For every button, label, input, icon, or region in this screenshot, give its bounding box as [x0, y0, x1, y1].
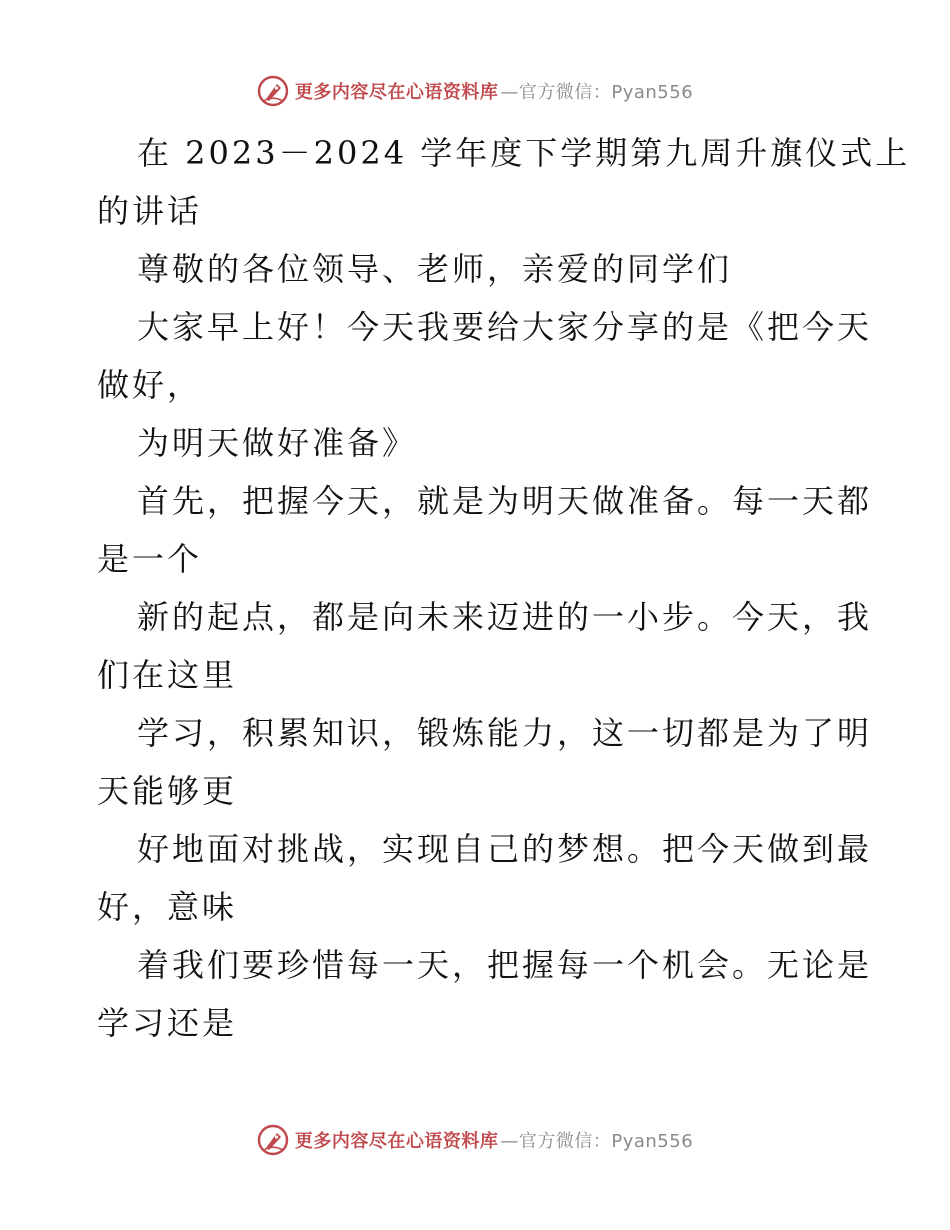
banner-main-text: 更多内容尽在心语资料库: [294, 1131, 499, 1152]
pen-nib-icon: [257, 1124, 289, 1156]
paragraph-line: 是一个: [97, 540, 203, 578]
paragraph-line: 学习还是: [97, 1004, 238, 1042]
paragraph-line: 天能够更: [97, 772, 238, 810]
paragraph-line: 大家早上好！今天我要给大家分享的是《把今天: [137, 308, 873, 346]
paragraph-line: 新的起点，都是向未来迈进的一小步。今天，我: [137, 598, 873, 636]
paragraph-line: 好，意味: [97, 888, 238, 926]
pen-nib-icon: [257, 75, 289, 107]
paragraph-line: 首先，把握今天，就是为明天做准备。每一天都: [137, 482, 873, 520]
title-line-2: 的讲话: [97, 192, 203, 230]
paragraph-line: 们在这里: [97, 656, 238, 694]
paragraph-line: 为明天做好准备》: [137, 424, 418, 462]
paragraph-line: 学习，积累知识，锻炼能力，这一切都是为了明: [137, 714, 873, 752]
banner-sub-text: —官方微信：Pyan556: [500, 82, 694, 103]
header-banner: [0, 71, 950, 111]
footer-banner: [0, 1120, 950, 1160]
banner-sub-text: —官方微信：Pyan556: [500, 1131, 694, 1152]
document-body: [97, 124, 911, 1052]
title-line-1: 在 2023－2024 学年度下学期第九周升旗仪式上: [137, 134, 911, 172]
paragraph-line: 着我们要珍惜每一天，把握每一个机会。无论是: [137, 946, 873, 984]
salutation-line: 尊敬的各位领导、老师，亲爱的同学们: [137, 250, 733, 288]
banner-main-text: 更多内容尽在心语资料库: [294, 82, 499, 103]
paragraph-line: 好地面对挑战，实现自己的梦想。把今天做到最: [137, 830, 873, 868]
paragraph-line: 做好，: [97, 366, 203, 404]
